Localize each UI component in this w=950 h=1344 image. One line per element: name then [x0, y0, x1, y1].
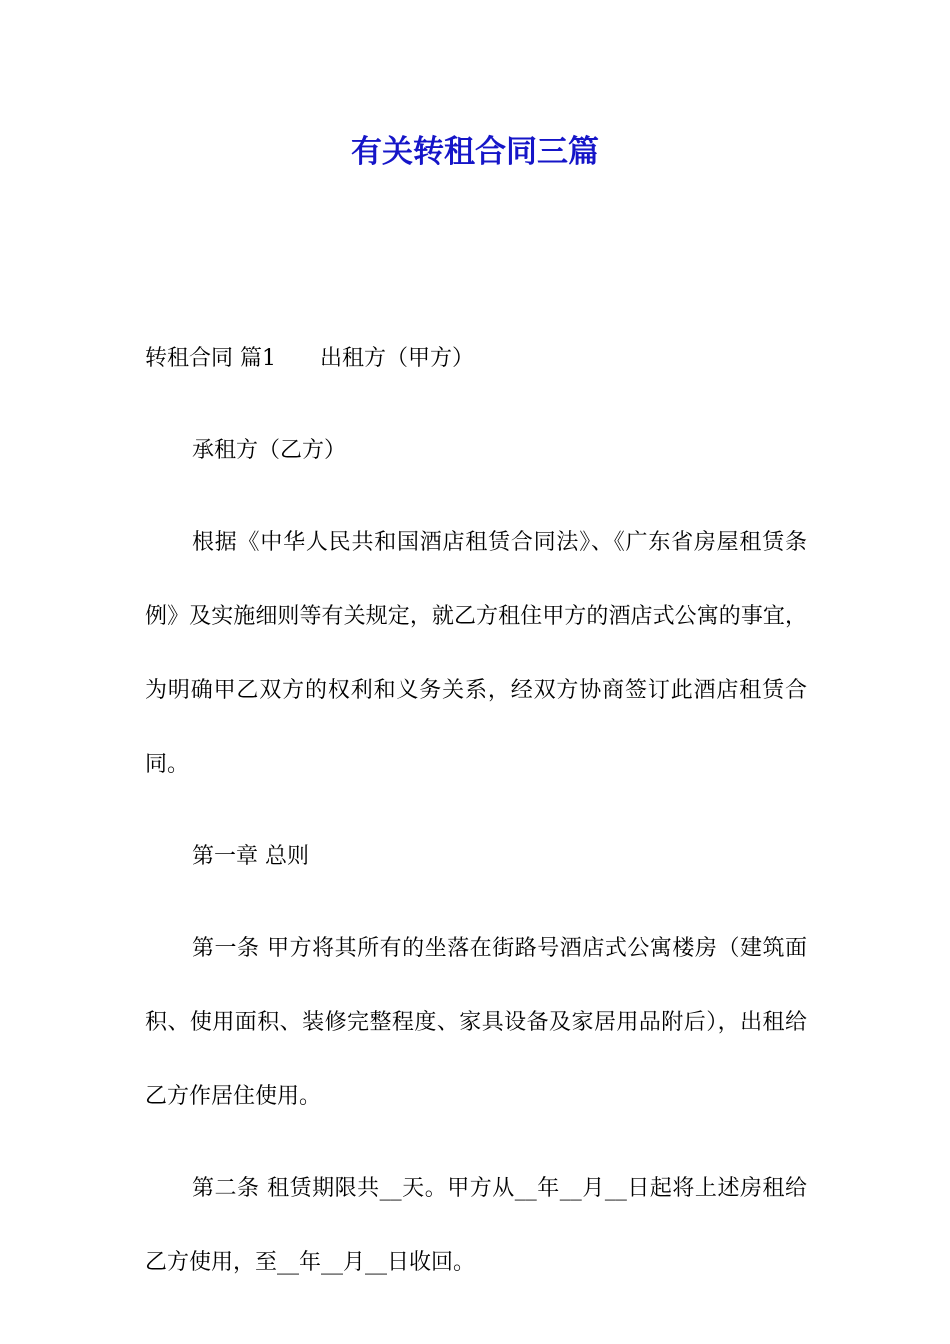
chapter-heading: 第一章 总则: [192, 844, 309, 869]
paragraph-lessor: [145, 322, 807, 396]
paragraph-text: 出租方（甲方）: [320, 346, 475, 371]
document-body: [145, 340, 807, 1336]
paragraph-lessee: 承租方（乙方）: [192, 438, 347, 463]
article-2: 第二条 租赁期限共__天。甲方从__年__月__日起将上述房租给乙方使用，至__年__月__日收回。: [145, 1176, 807, 1275]
section-heading: 转租合同 篇1: [145, 346, 276, 371]
document-title: 有关转租合同三篇: [351, 134, 599, 170]
paragraph-preamble: 根据《中华人民共和国酒店租赁合同法》、《广东省房屋租赁条例》及实施细则等有关规定，就乙方租住甲方的酒店式公寓的事宜，为明确甲乙双方的权利和义务关系，经双方协商签订此酒店租赁合同。: [145, 530, 807, 777]
article-1: 第一条 甲方将其所有的坐落在街路号酒店式公寓楼房（建筑面积、使用面积、装修完整程度、家具设备及家居用品附后），出租给乙方作居住使用。: [145, 936, 807, 1109]
